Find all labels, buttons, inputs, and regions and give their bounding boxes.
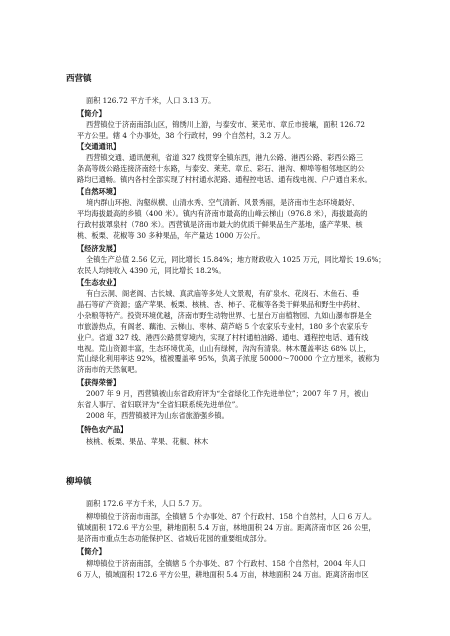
text-line: 是济南市重点生态功能保护区、省城后花园的重要组成部分。 (77, 533, 272, 543)
intro-paragraph (77, 559, 386, 581)
products-line: 核桃、板栗、果品、苹果、花椒、林木 (86, 437, 209, 446)
text-line: 晶石等矿产资源；盛产苹果、板栗、核桃、杏、柿子、花椒等各类干鲜果品和野生中药材、 (77, 299, 365, 309)
eco-paragraph (77, 289, 386, 376)
text-line: 农民人均纯收入 4390 元，同比增长 18.2%。 (77, 265, 226, 275)
text-line: 路均已通畅。镇内各村全部实现了村村通水泥路、通程控电话、通有线电视、户户通自来水。 (77, 174, 372, 184)
traffic-paragraph (77, 153, 386, 186)
text-line: 西营镇交通、通讯便利，省道 327 线贯穿全镇东西，港九公路、港西公路、彩西公路三 (86, 153, 364, 162)
intro-heading: 【简介】 (77, 547, 106, 556)
area-line: 面积 126.72 平方千米，人口 3.13 万。 (86, 96, 216, 105)
section-title-liubu: 柳埠镇 (66, 477, 92, 487)
economy-paragraph (77, 255, 386, 277)
text-line: 平方公里。辖 4 个办事处，38 个行政村，99 个自然村，3.2 万人。 (77, 130, 296, 140)
text-line: 柳埠镇位于济南南部，全镇辖 5 个办事处、87 个行政村、158 个自然村，2004 年人口 (86, 559, 366, 568)
products-heading: 【特色农产品】 (77, 425, 128, 434)
text-line: 柳埠镇位于济南市南部，全镇辖 5 个办事处、87 个行政村、158 个自然村，人口 6 万人。 (86, 512, 377, 521)
nature-paragraph (77, 198, 386, 242)
overview-paragraph (77, 512, 386, 545)
eco-heading: 【生态农业】 (77, 278, 121, 287)
text-line: 行政村拔罩泉村（780 米）。西营镇是济南市最大的优质干鲜果品生产基地，盛产苹果、核 (77, 219, 363, 229)
text-line: 东省人事厅、省妇联评为“全省妇联系统先进单位”。 (77, 399, 243, 409)
text-line: 电视。荒山资源丰富，生态环境优美，山山有绿树，沟沟有清泉。林木覆盖率达 68% 以上， (77, 343, 371, 353)
text-line: 条高等级公路连接济南经十东路，与泰安、莱芜、章丘、彩石、港沟、柳埠等相邻地区的公 (77, 163, 365, 173)
intro-paragraph (77, 120, 386, 142)
traffic-heading: 【交通通讯】 (77, 142, 121, 151)
text-line: 镇域面积 172.6 平方公里，耕地面积 5.4 万亩，林地面积 24 万亩。距离济南市区 26 公里， (77, 522, 376, 532)
text-line: 小杂粮等特产。投资环境优越，济南市野生动物世界、七星台万亩植物园、九如山瀑布群是全 (77, 310, 372, 320)
text-line: 济南市的天然氧吧。 (77, 365, 142, 375)
area-line: 面积 172.6 平方千米，人口 5.7 万。 (86, 499, 207, 508)
text-line: 2007 年 9 月，西营镇被山东省政府评为“全省绿化工作先进单位”；2007 年 7 月，被山 (86, 389, 369, 398)
text-line: 境内群山环抱、沟壑纵横、山清水秀、空气清新、风景秀丽，是济南市生态环境最好、 (86, 198, 360, 207)
text-line: 市旅游热点，有阁老、藕池、云梯山、枣林、葫芦峪 5 个农家乐专业村，180 多个农家乐专 (77, 321, 369, 331)
honor-heading: 【获得荣誉】 (77, 378, 121, 387)
intro-heading: 【简介】 (77, 109, 106, 118)
text-line: 平均海拔最高的乡镇（400 米）。镇内有济南市最高的山峰云梯山（976.8 米），海拔最高的 (77, 208, 368, 218)
honor-paragraph (77, 389, 386, 422)
text-line: 荒山绿化利用率达 92%，植被覆盖率 95%，负离子浓度 50000～70000 个立方厘米，被称为 (77, 354, 380, 364)
text-line: 全镇生产总值 2.56 亿元，同比增长 15.84%；地方财政收入 1025 万元，同比增长 19.6%； (86, 255, 386, 264)
text-line: 西营镇位于济南南部山区，锦绣川上游，与泰安市、莱芜市、章丘市接壤，面积 126.72 (86, 120, 366, 129)
text-line: 2008 年，西营镇被评为山东省旅游强乡镇。 (86, 410, 229, 420)
nature-heading: 【自然环境】 (77, 187, 121, 196)
text-line: 业户。省道 327 线、港西公路贯穿境内，实现了村村通柏油路、通电、通程控电话、通有线 (77, 332, 369, 342)
text-line: 6 万人，镇域面积 172.6 平方公里，耕地面积 5.4 万亩，林地面积 24 万亩。距离济南市区 (77, 569, 369, 579)
section-title-xiying: 西营镇 (66, 74, 92, 84)
economy-heading: 【经济发展】 (77, 244, 121, 253)
text-line: 桃、板栗、花椒等 30 多种果品，年产量达 1000 万公斤。 (77, 230, 265, 240)
text-line: 有白云洞、阁老阁、古长城、真武庙等多处人文景观，有矿泉水、花岗石、木鱼石、垂 (86, 289, 360, 298)
